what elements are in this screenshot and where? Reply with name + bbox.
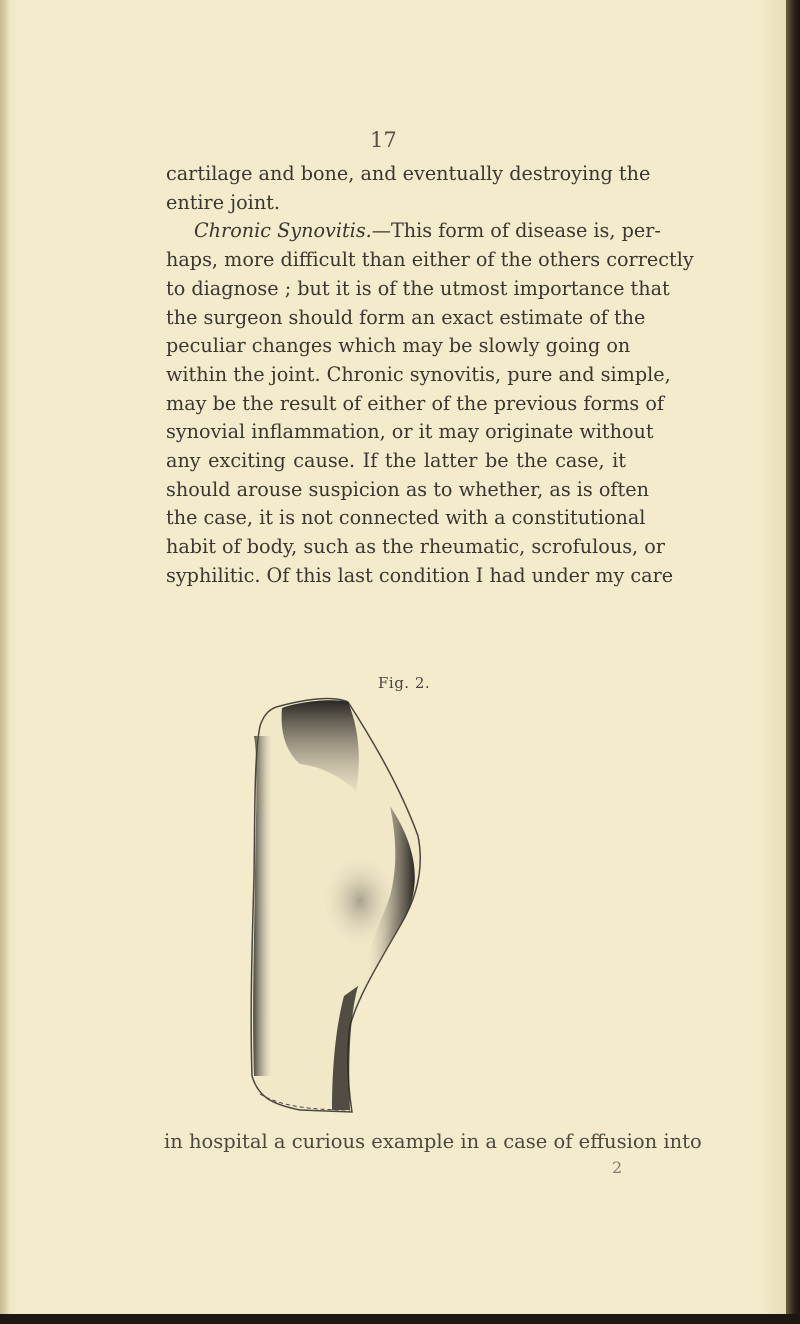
knee-center-shade: [320, 851, 400, 951]
text-fragment: —This form of disease is, per-: [371, 219, 661, 243]
text-line: synovial inflammation, or it may originate without: [166, 420, 654, 444]
text-line: habit of body, such as the rheumatic, scrofulous, or: [166, 535, 665, 559]
signature-mark: 2: [612, 1158, 623, 1177]
text-line: the surgeon should form an exact estimate of the: [166, 305, 646, 329]
text-line: within the joint. Chronic synovitis, pure and simple,: [166, 362, 671, 386]
text-line: to diagnose ; but it is of the utmost importance that: [166, 276, 670, 300]
book-edge-right: [786, 0, 800, 1324]
section-heading: Chronic Synovitis.: [194, 219, 372, 243]
continuation-text: in hospital a curious example in a case of effusion into: [164, 1130, 702, 1153]
figure-caption: Fig. 2.: [378, 674, 431, 692]
page-number: 17: [370, 128, 397, 152]
knee-illustration: [240, 696, 440, 1120]
text-line: entire joint.: [166, 190, 280, 214]
text-line: the case, it is not connected with a constitutional: [166, 506, 646, 530]
text-line: any exciting cause. If the latter be the case, it: [166, 449, 626, 473]
text-line: [166, 217, 661, 246]
text-line: haps, more difficult than either of the others correctly: [166, 248, 694, 272]
body-text: [166, 160, 694, 591]
text-line: should arouse suspicion as to whether, as is often: [166, 477, 649, 501]
text-line: cartilage and bone, and eventually destroying the: [166, 162, 651, 185]
text-line: syphilitic. Of this last condition I had under my care: [166, 563, 674, 587]
book-edge-bottom: [0, 1314, 800, 1324]
text-line: may be the result of either of the previous forms of: [166, 391, 664, 415]
text-line: peculiar changes which may be slowly going on: [166, 334, 631, 358]
page-gutter-shadow: [0, 0, 10, 1314]
